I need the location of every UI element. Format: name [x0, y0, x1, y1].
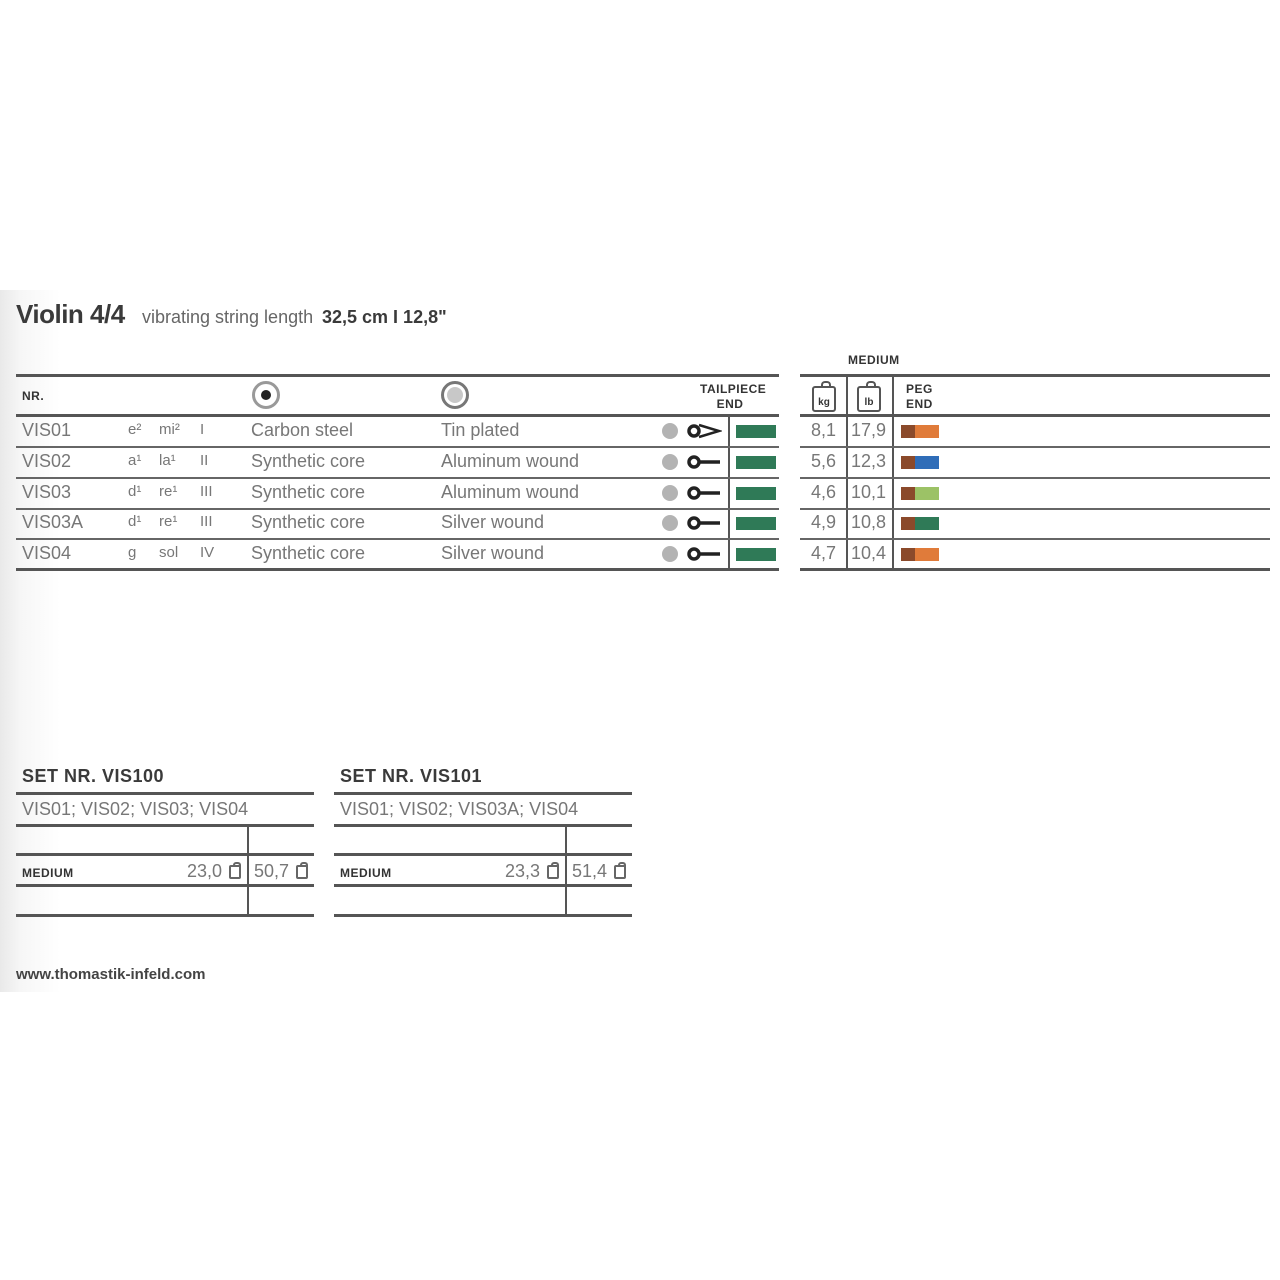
lb-weight-icon — [296, 865, 308, 879]
winding-material: Aluminum wound — [441, 482, 580, 502]
tailpiece-color-bar — [736, 456, 776, 469]
set-rule — [16, 824, 314, 827]
tension-lb: 17,9 — [851, 420, 887, 440]
peg-color-segment — [901, 456, 915, 469]
tension-kg: 5,6 — [811, 451, 837, 471]
string-dot — [662, 485, 678, 501]
string-dot — [662, 454, 678, 470]
winding-material: Silver wound — [441, 543, 545, 563]
row-rule — [800, 508, 1270, 510]
kg-lb-separator — [846, 376, 848, 570]
set-tension-lb: 51,4 — [572, 861, 608, 881]
medium-header: MEDIUM — [848, 353, 900, 367]
table-header-rule — [16, 414, 779, 417]
core-material: Carbon steel — [251, 420, 354, 440]
string-roman: I — [200, 421, 205, 438]
note-name: d¹ — [128, 513, 142, 530]
set-tension-kg: 23,0 — [187, 861, 223, 881]
peg-label-line1: PEG — [906, 382, 933, 396]
website-url[interactable]: www.thomastik-infeld.com — [16, 966, 206, 983]
row-rule — [16, 568, 779, 571]
page-subtitle: vibrating string length — [142, 307, 314, 327]
solfege-name: re¹ — [159, 483, 178, 500]
peg-label-line2: END — [906, 397, 933, 411]
string-number: VIS04 — [22, 543, 72, 563]
string-roman: III — [200, 483, 213, 500]
peg-color-segment — [901, 487, 915, 500]
tailpiece-color-bar — [736, 548, 776, 561]
right-table-header-rule — [800, 414, 1270, 417]
kg-icon-label: kg — [818, 397, 830, 408]
row-rule — [16, 508, 779, 510]
string-dot — [662, 515, 678, 531]
tension-lb: 10,1 — [851, 482, 887, 502]
set-rule — [334, 792, 632, 795]
solfege-name: re¹ — [159, 513, 178, 530]
set-rule — [334, 824, 632, 827]
peg-color-segment — [901, 517, 915, 530]
set-strings: VIS01; VIS02; VIS03A; VIS04 — [340, 799, 579, 819]
string-length: 32,5 cm I 12,8" — [322, 307, 447, 327]
set-rule — [16, 792, 314, 795]
set-strings: VIS01; VIS02; VIS03; VIS04 — [22, 799, 249, 819]
right-table-top-rule — [800, 374, 1270, 377]
set-number: SET NR. VIS101 — [340, 766, 483, 786]
winding-material: Aluminum wound — [441, 451, 580, 471]
tension-kg: 4,9 — [811, 512, 837, 532]
loop-end-icon — [686, 422, 722, 440]
lb-icon-label: lb — [864, 397, 874, 408]
kg-weight-icon — [547, 865, 559, 879]
tailpiece-label-line2: END — [716, 397, 744, 411]
solfege-name: mi² — [159, 421, 180, 438]
string-number: VIS03A — [22, 512, 84, 532]
lb-weight-icon — [857, 386, 881, 412]
peg-color-segment — [915, 517, 939, 530]
string-number: VIS01 — [22, 420, 72, 440]
page-title: Violin 4/4 — [16, 299, 125, 329]
tailpiece-color-bar — [736, 487, 776, 500]
core-material: Synthetic core — [251, 512, 366, 532]
tailpiece-color-bar — [736, 517, 776, 530]
set-separator — [247, 826, 249, 916]
set-rule — [334, 853, 632, 856]
set-rule — [334, 884, 632, 887]
peg-color-segment — [915, 548, 939, 561]
tailpiece-color-bar — [736, 425, 776, 438]
tension-kg: 4,6 — [811, 482, 837, 502]
tailpiece-separator — [728, 416, 730, 570]
table-top-rule — [16, 374, 779, 377]
string-roman: II — [200, 452, 209, 469]
set-tension-kg: 23,3 — [505, 861, 541, 881]
set-rule — [334, 914, 632, 917]
string-dot — [662, 546, 678, 562]
peg-color-segment — [901, 425, 915, 438]
core-material: Synthetic core — [251, 482, 366, 502]
set-rule — [16, 853, 314, 856]
solfege-name: sol — [159, 544, 179, 561]
note-name: d¹ — [128, 483, 142, 500]
column-header-nr: NR. — [22, 389, 45, 403]
string-number: VIS02 — [22, 451, 72, 471]
ball-end-icon — [686, 545, 722, 563]
kg-weight-icon — [229, 865, 241, 879]
set-rule — [16, 884, 314, 887]
winding-material: Silver wound — [441, 512, 545, 532]
tension-lb: 12,3 — [851, 451, 887, 471]
peg-color-segment — [915, 425, 939, 438]
ball-end-icon — [686, 453, 722, 471]
note-name: g — [128, 544, 137, 561]
row-rule — [800, 538, 1270, 540]
lb-weight-icon — [614, 865, 626, 879]
column-header-peg — [906, 382, 933, 412]
string-number: VIS03 — [22, 482, 72, 502]
row-rule — [16, 446, 779, 448]
row-rule — [800, 477, 1270, 479]
string-roman: IV — [200, 544, 215, 561]
winding-icon — [441, 381, 469, 409]
string-roman: III — [200, 513, 213, 530]
set-tension-lb: 50,7 — [254, 861, 290, 881]
set-separator — [565, 826, 567, 916]
tension-lb: 10,4 — [851, 543, 887, 563]
tailpiece-label-line1: TAILPIECE — [700, 382, 767, 396]
tension-kg: 4,7 — [811, 543, 837, 563]
string-dot — [662, 423, 678, 439]
set-tension-label: MEDIUM — [22, 866, 74, 880]
ball-end-icon — [686, 514, 722, 532]
row-rule — [16, 477, 779, 479]
set-tension-label: MEDIUM — [340, 866, 392, 880]
peg-color-segment — [915, 487, 939, 500]
core-icon — [252, 381, 280, 409]
note-name: a¹ — [128, 452, 142, 469]
tension-kg: 8,1 — [811, 420, 837, 440]
core-material: Synthetic core — [251, 543, 366, 563]
winding-material: Tin plated — [441, 420, 520, 440]
column-header-tailpiece — [700, 382, 767, 412]
kg-weight-icon — [812, 386, 836, 412]
ball-end-icon — [686, 484, 722, 502]
set-number: SET NR. VIS100 — [22, 766, 165, 786]
core-material: Synthetic core — [251, 451, 366, 471]
note-name: e² — [128, 421, 142, 438]
peg-color-segment — [915, 456, 939, 469]
lb-peg-separator — [892, 376, 894, 570]
row-rule — [16, 538, 779, 540]
row-rule — [800, 568, 1270, 571]
row-rule — [800, 446, 1270, 448]
set-rule — [16, 914, 314, 917]
solfege-name: la¹ — [159, 452, 176, 469]
tension-lb: 10,8 — [851, 512, 887, 532]
peg-color-segment — [901, 548, 915, 561]
